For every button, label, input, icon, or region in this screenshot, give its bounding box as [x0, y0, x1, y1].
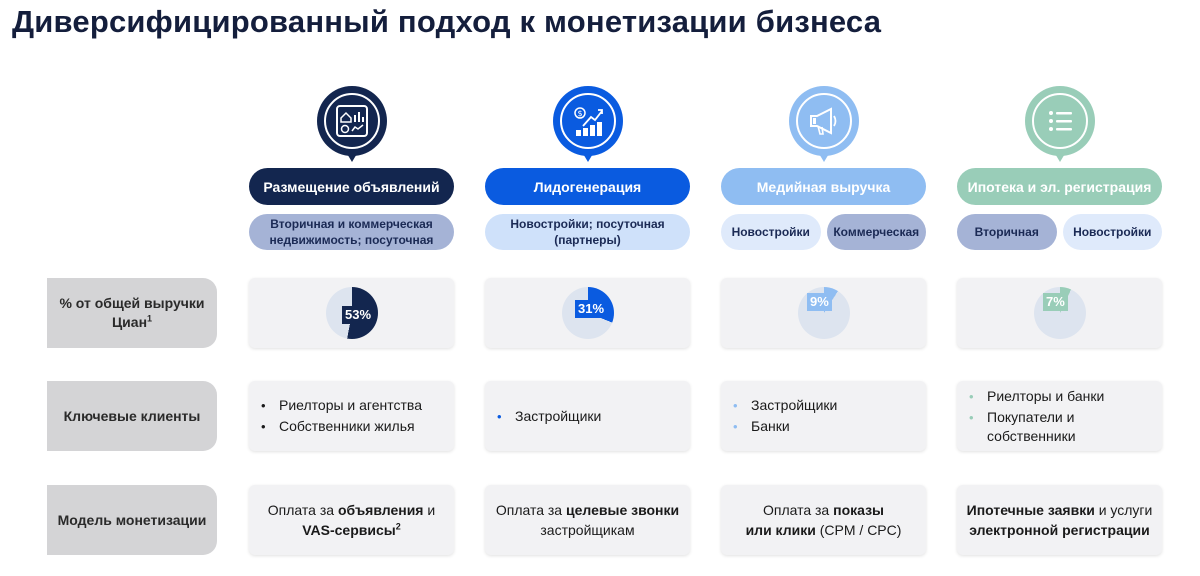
- category-pill-leadgen: Лидогенерация: [485, 168, 690, 205]
- column-leadgen: [485, 86, 690, 247]
- list-item: • Покупатели и собственники: [969, 408, 1076, 444]
- key-clients-cell: [721, 381, 926, 451]
- list-item: • Застройщики: [733, 397, 838, 413]
- megaphone-icon: [789, 86, 859, 166]
- column-mortgage: [957, 86, 1162, 239]
- footnote-marker: 1: [147, 313, 153, 324]
- revenue-share-cell: [485, 278, 690, 348]
- column-media: [721, 86, 926, 239]
- monetization-model-cell: Оплата за показы или клики (CPM / CPC): [721, 485, 926, 555]
- revenue-share-label: 7%: [1043, 293, 1068, 311]
- page-title: Диверсифицированный подход к монетизации бизнеса: [12, 4, 882, 39]
- category-pill-listings: Размещение объявлений: [249, 168, 454, 205]
- segment-tag: Вторичная: [957, 214, 1057, 250]
- row-label-revenue-text: % от общей выручки Циан: [59, 295, 205, 330]
- row-label-revenue-share: [47, 278, 217, 348]
- list-item: • Банки: [733, 418, 790, 434]
- growth-chart-icon: [553, 86, 623, 166]
- revenue-share-label: 53%: [342, 306, 374, 324]
- revenue-share-label: 9%: [807, 293, 832, 311]
- list-item: • Застройщики: [497, 407, 602, 424]
- monetization-model-cell: Оплата за объявления и VAS-сервисы$^2$: [249, 485, 454, 555]
- category-pill-media: Медийная выручка: [721, 168, 926, 205]
- category-pill-mortgage: Ипотека и эл. регистрация: [957, 168, 1162, 205]
- key-clients-cell: [485, 381, 690, 451]
- monetization-model-cell: Оплата за целевые звонки застройщикам: [485, 485, 690, 555]
- segment-tag: Вторичная и коммерческая недвижимость; посуточная: [249, 214, 454, 250]
- segment-tag: Новостройки: [1063, 214, 1163, 250]
- column-listings: [249, 86, 454, 247]
- listings-board-icon: [317, 86, 387, 166]
- list-icon: [1025, 86, 1095, 166]
- revenue-share-cell: [721, 278, 926, 348]
- row-label-monetization-model: Модель монетизации: [47, 485, 217, 555]
- key-clients-cell: [249, 381, 454, 451]
- list-item: • Риелторы и банки: [969, 387, 1105, 404]
- list-item: • Собственники жилья: [261, 418, 415, 434]
- list-item: • Риелторы и агентства: [261, 397, 422, 413]
- svg-text:$: $: [576, 109, 583, 118]
- segment-tag: Новостройки: [721, 214, 821, 250]
- monetization-model-cell: Ипотечные заявки и услуги электронной регистрации: [957, 485, 1162, 555]
- segment-tag: Коммерческая: [827, 214, 927, 250]
- segment-tag: Новостройки; посуточная (партнеры): [485, 214, 690, 250]
- revenue-share-cell: [249, 278, 454, 348]
- key-clients-cell: [957, 381, 1162, 451]
- revenue-share-label: 31%: [575, 300, 607, 318]
- revenue-share-cell: [957, 278, 1162, 348]
- row-label-key-clients: Ключевые клиенты: [47, 381, 217, 451]
